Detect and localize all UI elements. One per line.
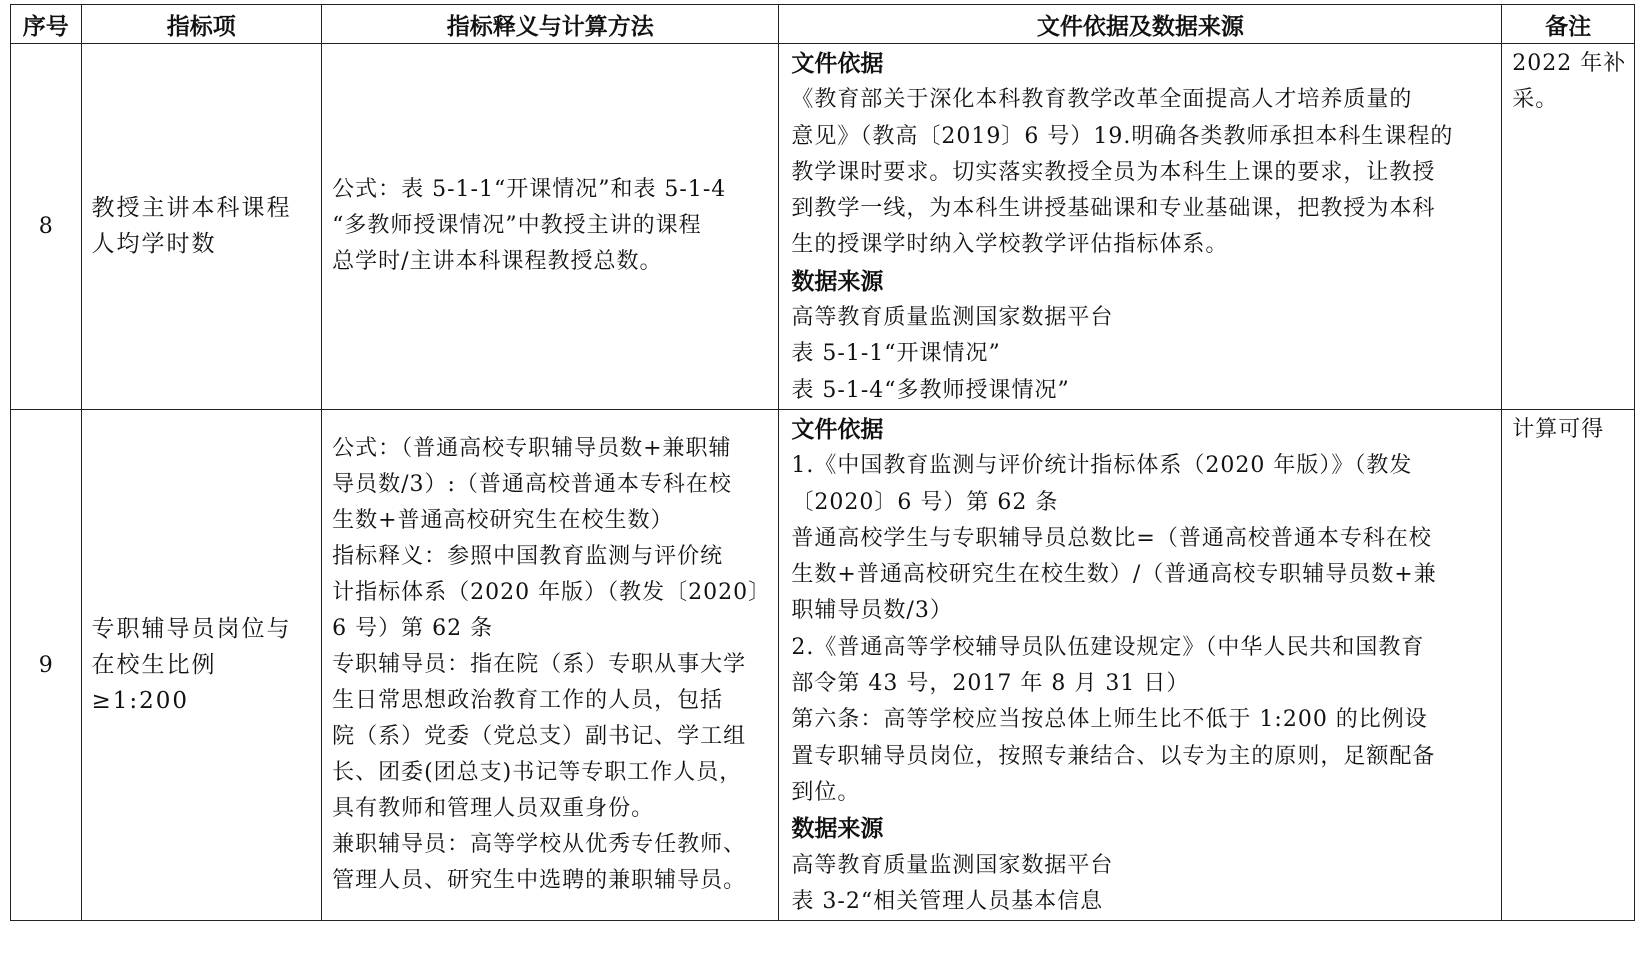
basis-line: 生数+普通高校研究生在校生数）/（普通高校专职辅导员数+兼 [791,562,1437,588]
definition-line: 专职辅导员：指在院（系）专职从事大学 [332,652,747,678]
definition-line: 兼职辅导员：高等学校从优秀专任教师、 [332,832,747,858]
basis-line: 普通高校学生与专职辅导员总数比=（普通高校普通本专科在校 [791,525,1432,551]
source-line: 高等教育质量监测国家数据平台 [791,852,1114,878]
basis-line: 职辅导员数/3） [791,598,953,624]
definition-line: 院（系）党委（党总支）副书记、学工组 [332,724,747,750]
header-basis-source: 文件依据及数据来源 [779,5,1502,44]
row-number: 8 [11,44,82,410]
indicator-name: 专职辅导员岗位与在校生比例≥1:200 [81,409,322,920]
basis-source-cell [779,409,1502,920]
basis-line: 2.《普通高等学校辅导员队伍建设规定》（中华人民共和国教育 [791,634,1425,660]
note-line: 采。 [1512,87,1559,112]
indicator-name: 教授主讲本科课程人均学时数 [81,44,322,410]
note-cell [1502,409,1635,920]
header-definition: 指标释义与计算方法 [322,5,779,44]
definition-line: 指标释义：参照中国教育监测与评价统 [332,544,724,570]
basis-source-cell [779,44,1502,410]
table-row [11,409,1635,920]
header-note: 备注 [1502,5,1635,44]
basis-line: 1.《中国教育监测与评价统计指标体系（2020 年版）》（教发 [791,453,1413,479]
note-cell [1502,44,1635,410]
basis-line: 第六条：高等学校应当按总体上师生比不低于 1:200 的比例设 [791,707,1428,733]
source-line: 表 3-2“相关管理人员基本信息 [791,888,1104,914]
table-row [11,44,1635,410]
header-indicator: 指标项 [81,5,322,44]
definition-cell [322,44,779,410]
basis-heading: 文件依据 [791,51,884,77]
definition-line: 公式：表 5-1-1“开课情况”和表 5-1-4 [332,177,727,203]
definition-line: 公式：（普通高校专职辅导员数+兼职辅 [332,436,732,462]
note-line: 2022 年补 [1512,51,1627,76]
basis-line: 置专职辅导员岗位，按照专兼结合、以专为主的原则，足额配备 [791,743,1436,769]
indicator-table [10,4,1635,921]
basis-line: 部令第 43 号，2017 年 8 月 31 日） [791,671,1190,697]
basis-line: 到教学一线，为本科生讲授基础课和专业基础课，把教授为本科 [791,196,1436,222]
basis-line: 〔2020〕6 号）第 62 条 [791,489,1059,515]
header-row [11,5,1635,44]
basis-line: 到位。 [791,779,861,805]
basis-line: 意见》（教高〔2019〕6 号）19.明确各类教师承担本科生课程的 [791,123,1454,149]
definition-line: 总学时/主讲本科课程教授总数。 [332,249,663,275]
definition-line: 6 号）第 62 条 [332,616,494,642]
definition-cell [322,409,779,920]
definition-line: “多教师授课情况”中教授主讲的课程 [332,213,702,239]
source-heading: 数据来源 [791,268,884,295]
source-line: 表 5-1-4“多教师授课情况” [791,377,1070,403]
definition-line: 计指标体系（2020 年版）（教发〔2020〕 [332,580,772,606]
source-line: 表 5-1-1“开课情况” [791,341,1001,367]
definition-line: 生日常思想政治教育工作的人员，包括 [332,688,724,714]
definition-line: 长、团委(团总支)书记等专职工作人员， [332,760,743,786]
definition-line: 具有教师和管理人员双重身份。 [332,796,655,822]
basis-heading: 文件依据 [791,416,884,443]
basis-line: 生的授课学时纳入学校教学评估指标体系。 [791,232,1229,258]
source-heading: 数据来源 [791,816,884,843]
header-seq: 序号 [11,5,82,44]
basis-line: 教学课时要求。切实落实教授全员为本科生上课的要求，让教授 [791,159,1436,185]
definition-line: 生数+普通高校研究生在校生数） [332,508,674,534]
note-line: 计算可得 [1512,416,1605,442]
source-line: 高等教育质量监测国家数据平台 [791,305,1114,331]
definition-line: 导员数/3）:（普通高校普通本专科在校 [332,472,732,498]
definition-line: 管理人员、研究生中选聘的兼职辅导员。 [332,868,747,894]
basis-line: 《教育部关于深化本科教育教学改革全面提高人才培养质量的 [791,87,1413,113]
row-number: 9 [11,409,82,920]
